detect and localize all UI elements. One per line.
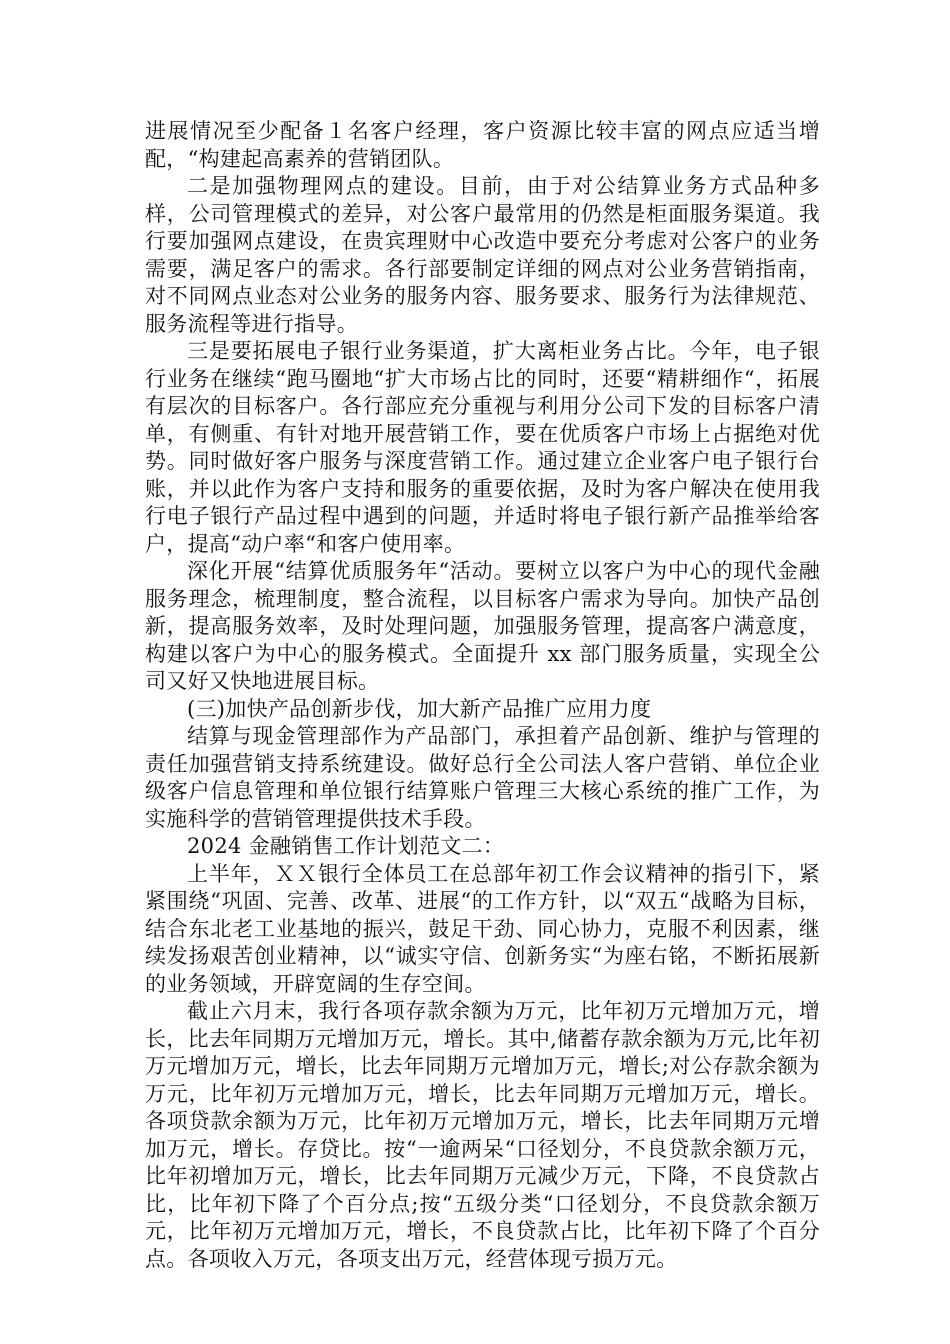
paragraph-2: 二是加强物理网点的建设。目前，由于对公结算业务方式品种多样，公司管理模式的差异，对公客户最常用的仍然是柜面服务渠道。我行要加强网点建设，在贵宾理财中心改造中要充分考虑对公客户的业务需要，满足客户的需求。各行部要制定详细的网点对公业务营销指南，对不同网点业态对公业务的服务内容、服务要求、服务行为法律规范、服务流程等进行指导。 bbox=[145, 174, 820, 336]
section-heading: (三)加快产品创新步伐，加大新产品推广应用力度 bbox=[187, 696, 652, 721]
document-subtitle: 2024 金融销售工作计划范文二： bbox=[187, 834, 505, 858]
document-body bbox=[145, 118, 820, 1273]
paragraph-5: 结算与现金管理部作为产品部门，承担着产品创新、维护与管理的责任加强营销支持系统建设。做好总行全公司法人客户营销、单位企业级客户信息管理和单位银行结算账户管理三大核心系统的推广工作，为实施科学的营销管理提供技术手段。 bbox=[145, 724, 820, 831]
paragraph-4: 深化开展“结算优质服务年“活动。要树立以客户为中心的现代金融服务理念，梳理制度，整合流程，以目标客户需求为导向。加快产品创新，提高服务效率，及时处理问题，加强服务管理，提高客户满意度，构建以客户为中心的服务模式。全面提升 xx 部门服务质量，实现全公司又好又快地进展目标。 bbox=[145, 559, 820, 693]
paragraph-1: 进展情况至少配备１名客户经理，客户资源比较丰富的网点应适当增配，“构建起高素养的营销团队。 bbox=[145, 119, 820, 171]
paragraph-7: 截止六月末，我行各项存款余额为万元，比年初万元增加万元，增长，比去年同期万元增加万元，增长。其中,储蓄存款余额为万元,比年初万元增加万元，增长，比去年同期万元增加万元，增长;对公存款余额为万元，比年初万元增加万元，增长，比去年同期万元增加万元，增长。各项贷款余额为万元，比年初万元增加万元，增长，比去年同期万元增加万元，增长。存贷比。按“一逾两呆“口径划分，不良贷款余额万元，比年初增加万元，增长，比去年同期万元减少万元，下降，不良贷款占比，比年初下降了个百分点;按“五级分类“口径划分，不良贷款余额万元，比年初万元增加万元，增长，不良贷款占比，比年初下降了个百分点。各项收入万元，各项支出万元，经营体现亏损万元。 bbox=[145, 999, 820, 1271]
paragraph-3: 三是要拓展电子银行业务渠道，扩大离柜业务占比。今年，电子银行业务在继续“跑马圈地“扩大市场占比的同时，还要“精耕细作“，拓展有层次的目标客户。各行部应充分重视与利用分公司下发的目标客户清单，有侧重、有针对地开展营销工作，要在优质客户市场上占据绝对优势。同时做好客户服务与深度营销工作。通过建立企业客户电子银行台账，并以此作为客户支持和服务的重要依据，及时为客户解决在使用我行电子银行产品过程中遇到的问题，并适时将电子银行新产品推举给客户，提高“动户率“和客户使用率。 bbox=[145, 339, 820, 556]
paragraph-6: 上半年，ＸＸ银行全体员工在总部年初工作会议精神的指引下，紧紧围绕“巩固、完善、改革、进展“的工作方针，以“双五“战略为目标，结合东北老工业基地的振兴，鼓足干劲、同心协力，克服不利因素，继续发扬艰苦创业精神，以“诚实守信、创新务实“为座右铭，不断拓展新的业务领域，开辟宽阔的生存空间。 bbox=[145, 861, 820, 996]
